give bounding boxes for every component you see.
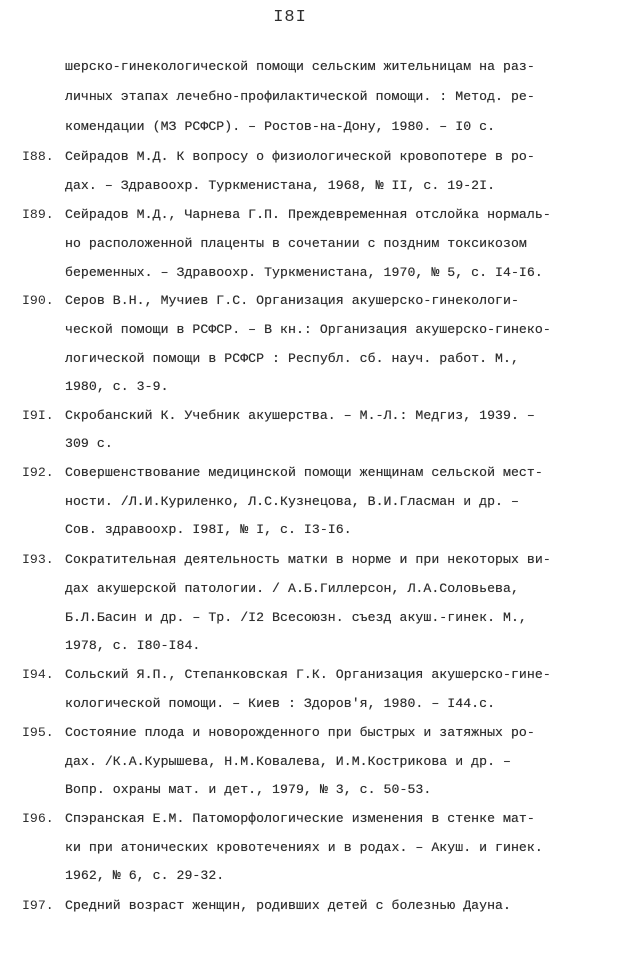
reference-line: логической помощи в РСФСР : Республ. сб. науч. работ. М., — [65, 351, 519, 366]
reference-line: шерско-гинекологической помощи сельским жительницам на раз- — [65, 59, 535, 74]
reference-number: I88. — [22, 149, 54, 164]
reference-line: Совершенствование медицинской помощи женщинам сельской мест- — [65, 465, 543, 480]
reference-number: I9I. — [22, 408, 54, 423]
reference-line: Скробанский К. Учебник акушерства. – М.-Л.: Медгиз, 1939. – — [65, 408, 535, 423]
reference-line: Средний возраст женщин, родивших детей с болезнью Дауна. — [65, 898, 511, 913]
reference-line: Спэранская Е.М. Патоморфологические изменения в стенке мат- — [65, 811, 535, 826]
reference-number: I90. — [22, 293, 54, 308]
reference-line: Б.Л.Басин и др. – Тр. /I2 Всесоюзн. съезд акуш.-гинек. М., — [65, 610, 527, 625]
reference-line: Серов В.Н., Мучиев Г.С. Организация акушерско-гинекологи- — [65, 293, 519, 308]
reference-line: ки при атонических кровотечениях и в родах. – Акуш. и гинек. — [65, 840, 543, 855]
reference-line: Сейрадов М.Д. К вопросу о физиологической кровопотере в ро- — [65, 149, 535, 164]
reference-line: 1980, с. 3-9. — [65, 379, 169, 394]
reference-number: I95. — [22, 725, 54, 740]
reference-line: ческой помощи в РСФСР. – В кн.: Организация акушерско-гинеко- — [65, 322, 551, 337]
reference-line: Сократительная деятельность матки в норме и при некоторых ви- — [65, 552, 551, 567]
reference-line: Сейрадов М.Д., Чарнева Г.П. Преждевременная отслойка нормаль- — [65, 207, 551, 222]
reference-line: дах. /К.А.Курышева, Н.М.Ковалева, И.М.Кострикова и др. – — [65, 754, 511, 769]
reference-number: I92. — [22, 465, 54, 480]
reference-line: Состояние плода и новорожденного при быстрых и затяжных ро- — [65, 725, 535, 740]
reference-line: дах. – Здравоохр. Туркменистана, 1968, № II, с. 19-2I. — [65, 178, 496, 193]
reference-line: личных этапах лечебно-профилактической помощи. : Метод. ре- — [65, 89, 535, 104]
reference-line: Сов. здравоохр. I98I, № I, с. I3-I6. — [65, 522, 352, 537]
reference-line: дах акушерской патологии. / А.Б.Гиллерсон, Л.А.Соловьева, — [65, 581, 519, 596]
reference-line: 1978, с. I80-I84. — [65, 638, 201, 653]
reference-line: кологической помощи. – Киев : Здоров'я, 1980. – I44.с. — [65, 696, 496, 711]
reference-number: I97. — [22, 898, 54, 913]
reference-line: Сольский Я.П., Степанковская Г.К. Организация акушерско-гине- — [65, 667, 551, 682]
reference-line: ности. /Л.И.Куриленко, Л.С.Кузнецова, В.И.Гласман и др. – — [65, 494, 519, 509]
reference-number: I89. — [22, 207, 54, 222]
reference-line: беременных. – Здравоохр. Туркменистана, 1970, № 5, с. I4-I6. — [65, 265, 543, 280]
reference-line: Вопр. охраны мат. и дет., 1979, № 3, с. 50-53. — [65, 782, 432, 797]
page-number: I8I — [273, 8, 307, 27]
reference-line: 1962, № 6, с. 29-32. — [65, 868, 225, 883]
reference-line: комендации (МЗ РСФСР). – Ростов-на-Дону, 1980. – I0 с. — [65, 119, 496, 134]
reference-line: 309 с. — [65, 436, 113, 451]
reference-number: I93. — [22, 552, 54, 567]
reference-number: I94. — [22, 667, 54, 682]
reference-line: но расположенной плаценты в сочетании с поздним токсикозом — [65, 236, 527, 251]
reference-number: I96. — [22, 811, 54, 826]
